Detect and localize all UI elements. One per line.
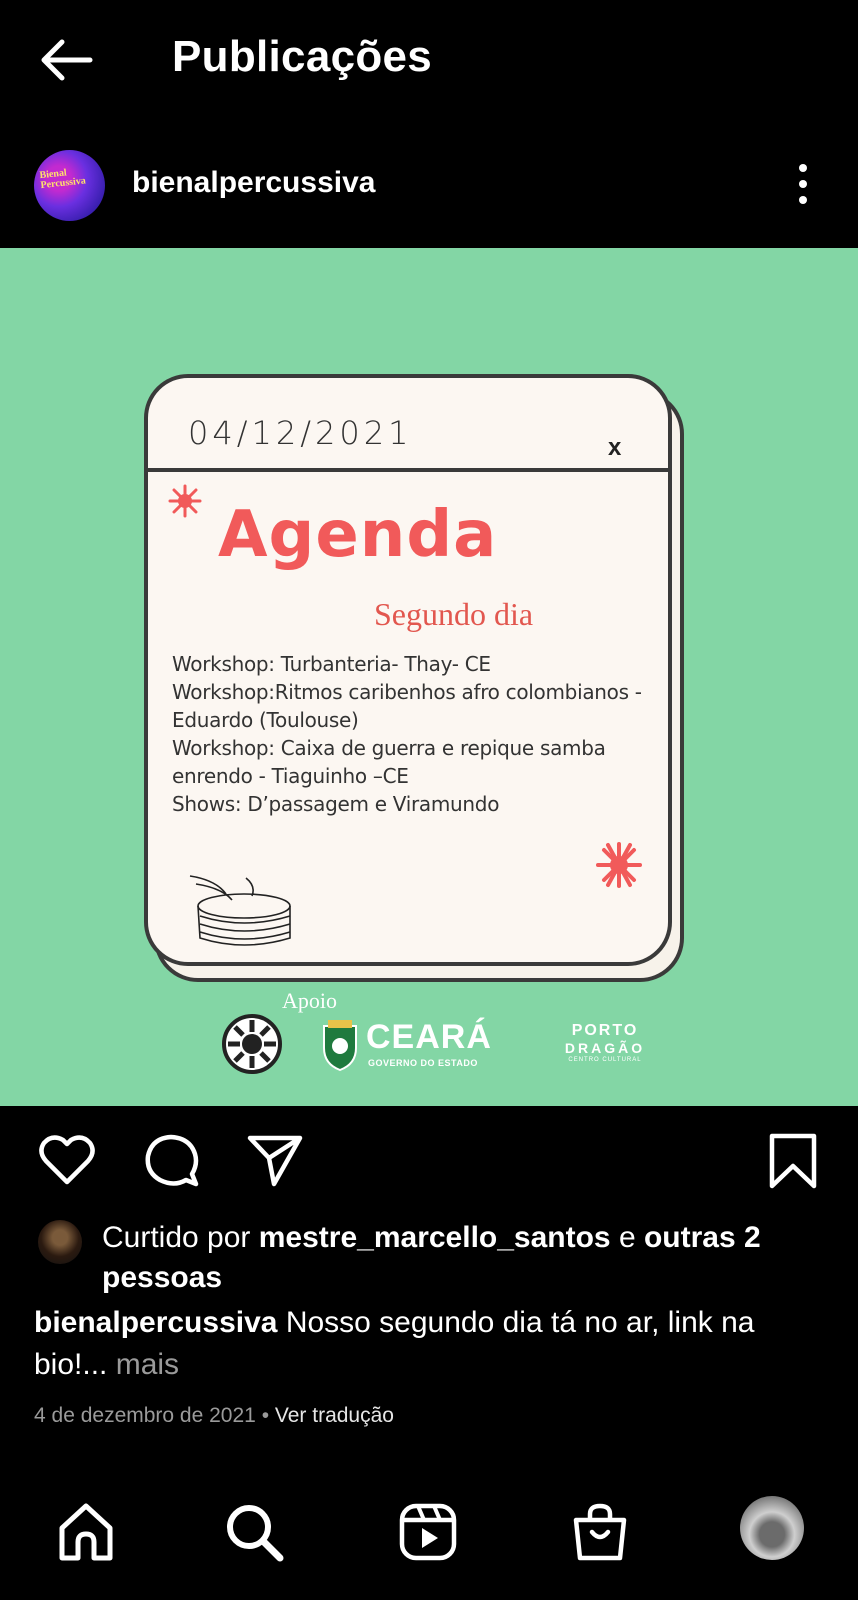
reels-icon (396, 1500, 460, 1564)
nav-profile-avatar[interactable] (740, 1496, 804, 1560)
star-decoration-icon (596, 842, 642, 888)
nav-reels[interactable] (396, 1500, 460, 1564)
liker-avatar (38, 1220, 82, 1264)
card-line: Workshop:Ritmos caribenhos afro colombianos - Eduardo (Toulouse) (172, 680, 642, 732)
translate-link[interactable]: Ver tradução (274, 1404, 394, 1427)
nav-search[interactable] (222, 1500, 286, 1564)
shopping-bag-icon (568, 1500, 632, 1564)
card-date: 04/12/2021 (188, 414, 413, 452)
avatar-logo-text: Bienal Percussiva (39, 167, 87, 192)
likes-prefix: Curtido por (102, 1221, 251, 1254)
card-title: Agenda (218, 498, 498, 572)
card-close-glyph: x (608, 434, 622, 461)
likes-text (102, 1218, 822, 1298)
porto-dragao-logo (560, 1022, 650, 1072)
comment-button[interactable] (140, 1130, 202, 1192)
back-button[interactable] (36, 36, 96, 84)
sponsor-emblem-icon (226, 1018, 278, 1070)
arrow-left-icon (36, 36, 96, 84)
more-vertical-icon (799, 164, 807, 172)
support-label: Apoio (282, 988, 337, 1013)
likes-others[interactable]: outras 2 pessoas (102, 1221, 761, 1294)
avatar[interactable] (34, 150, 105, 221)
agenda-card (144, 374, 672, 966)
share-button[interactable] (244, 1130, 306, 1192)
likes-user[interactable]: mestre_marcello_santos (258, 1221, 611, 1254)
ceara-logo-name: CEARÁ (366, 1018, 492, 1056)
star-decoration-icon (168, 484, 202, 518)
like-button[interactable] (36, 1130, 98, 1192)
post-username[interactable]: bienalpercussiva (132, 166, 376, 199)
top-bar (0, 0, 858, 120)
card-subtitle: Segundo dia (374, 596, 534, 632)
caption-text: Nosso segundo dia tá no ar, link na bio!... (34, 1306, 755, 1381)
card-line: Workshop: Turbanteria- Thay- CE (172, 652, 491, 676)
porto-logo-line2: DRAGÃO (564, 1040, 646, 1056)
meta-separator: • (261, 1404, 270, 1427)
nav-home[interactable] (54, 1500, 118, 1564)
ceara-government-logo (320, 1018, 490, 1072)
likes-connector: e (618, 1221, 636, 1254)
caption-username[interactable]: bienalpercussiva (34, 1306, 278, 1339)
sponsor-logo-circle (222, 1014, 282, 1074)
nav-shop[interactable] (568, 1500, 632, 1564)
home-icon (54, 1500, 118, 1564)
card-body (172, 650, 662, 818)
card-line: Workshop: Caixa de guerra e repique samba enrendo - Tiaguinho –CE (172, 736, 606, 788)
send-icon (244, 1130, 306, 1192)
card-line: Shows: D’passagem e Viramundo (172, 792, 500, 816)
caption-more-link[interactable]: mais (115, 1348, 180, 1381)
likes-row[interactable] (0, 1212, 858, 1294)
bookmark-icon (762, 1130, 824, 1192)
porto-logo-line1: PORTO (571, 1022, 639, 1039)
search-icon (222, 1500, 286, 1564)
save-button[interactable] (762, 1130, 824, 1192)
heart-icon (36, 1130, 98, 1192)
post-date: 4 de dezembro de 2021 (34, 1404, 256, 1427)
ceara-logo-subtitle: GOVERNO DO ESTADO (368, 1058, 478, 1068)
bottom-nav (0, 1490, 858, 1600)
post-header (0, 140, 858, 248)
comment-icon (140, 1130, 202, 1192)
page-title: Publicações (172, 32, 433, 81)
drum-illustration-icon (186, 872, 298, 948)
porto-logo-line3: CENTRO CULTURAL (568, 1057, 642, 1063)
post-meta (34, 1404, 394, 1428)
ceara-shield-icon (320, 1018, 360, 1072)
post-actions (0, 1130, 858, 1194)
caption (34, 1302, 834, 1386)
card-divider (148, 468, 668, 472)
more-options-button[interactable] (790, 160, 818, 208)
